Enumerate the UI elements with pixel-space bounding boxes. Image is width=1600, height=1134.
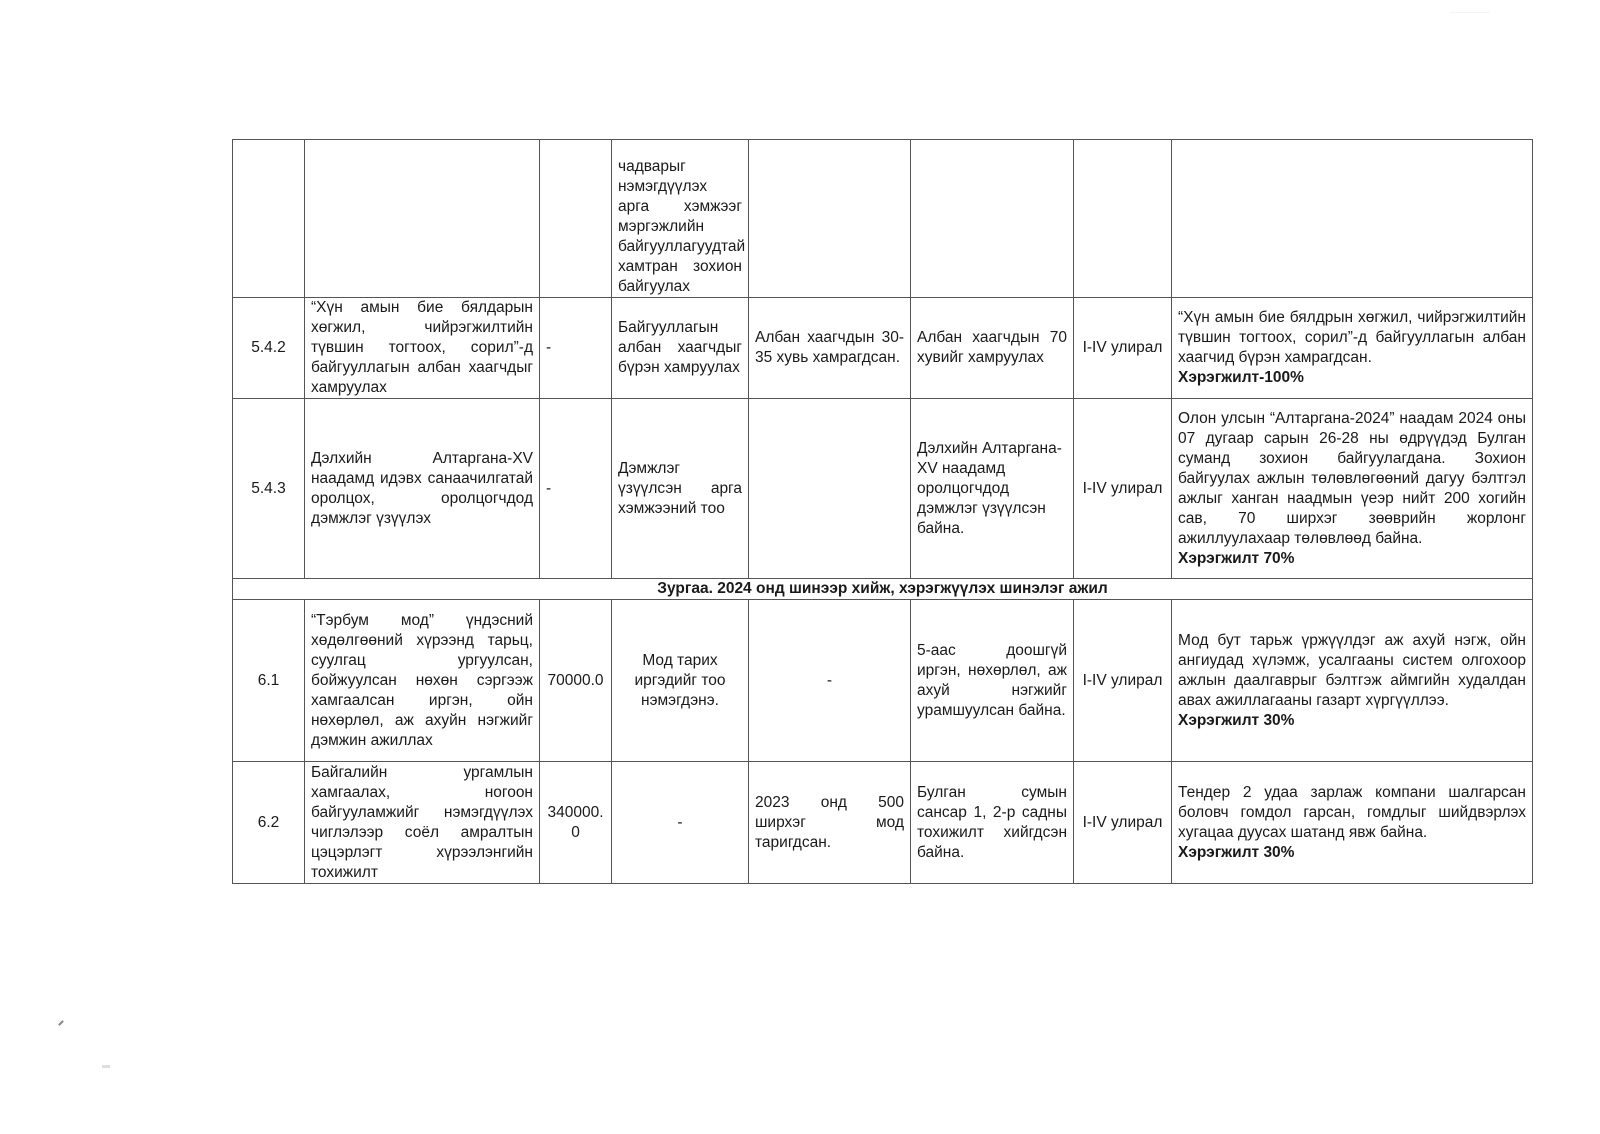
target-cell: Албан хаагчдын 70 хувийг хамруулах <box>911 298 1074 399</box>
scan-artifact <box>1450 12 1490 13</box>
activity-cell: Байгалийн ургамлын хамгаалах, ногоон байгууламжийг нэмэгдүүлэх чиглэлээр соёл амралтын цэцэрлэгт хүрээлэнгийн тохижилт <box>305 762 540 884</box>
row-id: 6.2 <box>233 762 305 884</box>
target-cell: Дэлхийн Алтаргана-XV наадамд оролцогчдод дэмжлэг үзүүлсэн байна. <box>911 399 1074 579</box>
indicator-cell: Дэмжлэг үзүүлсэн арга хэмжээний тоо <box>612 399 749 579</box>
implementation-status: Хэрэгжилт 70% <box>1178 549 1295 567</box>
implementation-status: Хэрэгжилт 30% <box>1178 843 1295 861</box>
notes-text: Тендер 2 удаа зарлаж компани шалгарсан боловч гомдол гарсан, гомдлыг шийдвэрлэх хугацаа дуусах шатанд явж байна. <box>1178 783 1526 841</box>
indicator-cell: - <box>612 762 749 884</box>
notes-cell <box>1172 140 1533 298</box>
baseline-cell: Албан хаагчдын 30-35 хувь хамрагдсан. <box>749 298 911 399</box>
table-row <box>233 762 1533 884</box>
budget-cell: 340000.0 <box>540 762 612 884</box>
row-id: 6.1 <box>233 600 305 762</box>
period-cell: I-IV улирал <box>1074 298 1172 399</box>
notes-text: Мод бут тарьж үржүүлдэг аж ахуй нэгж, ойн ангиудад хүлэмж, усалгааны систем олгохоор ажлын даалгаврыг бэлтгэж аймгийн худалдан авах ажиллагааны газарт хүргүүллээ. <box>1178 631 1526 709</box>
activity-cell: Дэлхийн Алтаргана-XV наадамд идэвх санаачилгатай оролцох, оролцогчдод дэмжлэг үзүүлэх <box>305 399 540 579</box>
implementation-status: Хэрэгжилт 30% <box>1178 711 1295 729</box>
period-cell: I-IV улирал <box>1074 762 1172 884</box>
indicator-cell: чадварыг нэмэгдүүлэх арга хэмжээг мэргэжлийн байгууллагуудтай хамтран зохион байгуулах <box>612 140 749 298</box>
section-header-row <box>233 579 1533 600</box>
baseline-cell <box>749 140 911 298</box>
activity-cell: “Тэрбум мод” үндэсний хөдөлгөөний хүрээнд тарьц, суулгац ургуулсан, бойжуулсан нөхөн сэргээж хамгаалсан иргэн, ойн нөхөрлөл, аж ахуйн нэгжийг дэмжин ажиллах <box>305 600 540 762</box>
target-cell <box>911 140 1074 298</box>
budget-cell: - <box>540 298 612 399</box>
baseline-cell: - <box>749 600 911 762</box>
section-title: Зургаа. 2024 онд шинээр хийж, хэрэгжүүлэх шинэлэг ажил <box>233 579 1533 600</box>
target-cell: Булган сумын сансар 1, 2-р садны тохижилт хийгдсэн байна. <box>911 762 1074 884</box>
table-row <box>233 600 1533 762</box>
activity-cell: “Хүн амын бие бялдарын хөгжил, чийрэгжилтийн түвшин тогтоох, сорил”-д байгууллагын албан хаагчдыг хамруулах <box>305 298 540 399</box>
budget-cell: - <box>540 399 612 579</box>
period-cell: I-IV улирал <box>1074 600 1172 762</box>
notes-text: “Хүн амын бие бялдрын хөгжил, чийрэгжилтийн түвшин тогтоох, сорил”-д байгууллагын албан хаагчид бүрэн хамрагдсан. <box>1178 309 1526 366</box>
action-plan-table <box>232 139 1533 884</box>
budget-cell: 70000.0 <box>540 600 612 762</box>
row-id <box>233 140 305 298</box>
baseline-cell <box>749 399 911 579</box>
notes-cell <box>1172 600 1533 762</box>
target-cell: 5-аас доошгүй иргэн, нөхөрлөл, аж ахуй нэгжийг урамшуулсан байна. <box>911 600 1074 762</box>
scan-artifact <box>102 1065 110 1068</box>
indicator-cell: Мод тарих иргэдийг тоо нэмэгдэнэ. <box>612 600 749 762</box>
notes-cell <box>1172 298 1533 399</box>
table-row <box>233 140 1533 298</box>
notes-text: Олон улсын “Алтаргана-2024” наадам 2024 оны 07 дугаар сарын 26-28 ны өдрүүдэд Булган суманд зохион байгуулагдана. Зохион байгуулах ажлын төлөвлөгөөний дагуу бэлтгэл ажлыг ханган наадмын үеэр нийт 200 хогийн сав, 70 ширхэг зөөврийн жорлонг ажиллуулахаар төлөвлөөд байна. <box>1178 409 1526 547</box>
baseline-cell: 2023 онд 500 ширхэг мод таригдсан. <box>749 762 911 884</box>
scan-artifact <box>58 1020 64 1026</box>
activity-cell <box>305 140 540 298</box>
budget-cell <box>540 140 612 298</box>
notes-cell <box>1172 399 1533 579</box>
period-cell <box>1074 140 1172 298</box>
row-id: 5.4.3 <box>233 399 305 579</box>
indicator-cell: Байгууллагын албан хаагчдыг бүрэн хамруулах <box>612 298 749 399</box>
table-row <box>233 298 1533 399</box>
implementation-status: Хэрэгжилт-100% <box>1178 369 1304 386</box>
row-id: 5.4.2 <box>233 298 305 399</box>
table-row <box>233 399 1533 579</box>
period-cell: I-IV улирал <box>1074 399 1172 579</box>
notes-cell <box>1172 762 1533 884</box>
